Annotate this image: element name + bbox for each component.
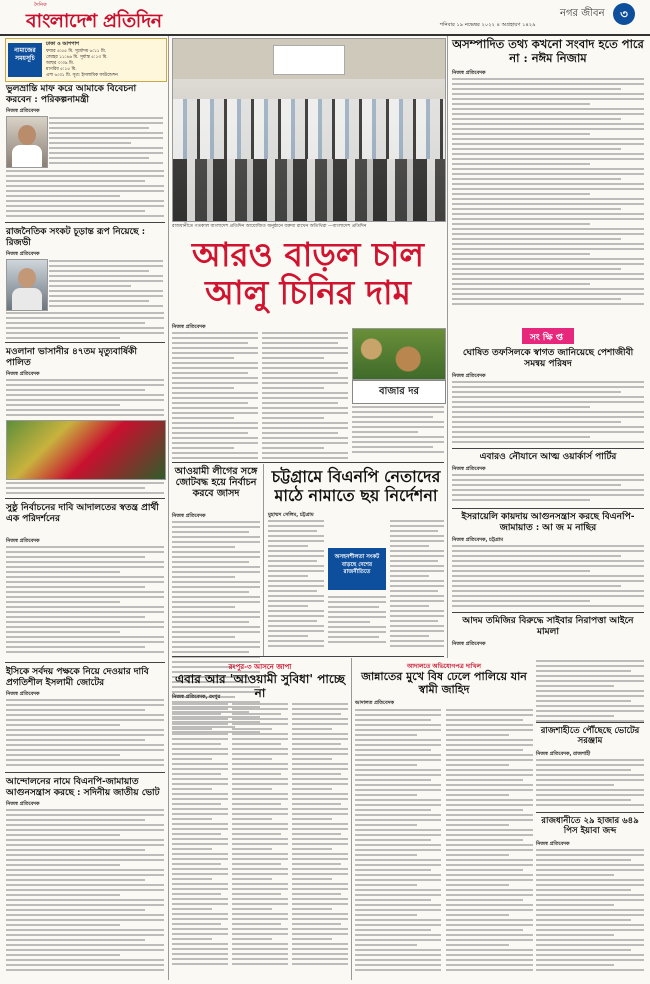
byline: মুহাম্মদ সেলিম, চট্টগ্রাম <box>268 512 314 518</box>
byline: নিজস্ব প্রতিবেদক <box>452 641 486 647</box>
rally-photo <box>6 420 166 480</box>
brief-headline: এবারও নৌযানে আত্ম ওয়ার্কার্স পার্টির <box>479 452 617 462</box>
headline-rangpur: এবার আর 'আওয়ামী সুবিধা' পাচ্ছে না <box>174 672 346 701</box>
byline: নিজস্ব প্রতিবেদক <box>452 373 486 379</box>
byline: নিজস্ব প্রতিবেদক <box>536 841 570 847</box>
text-block <box>452 474 644 504</box>
text-block <box>172 703 228 968</box>
text-block <box>6 170 164 220</box>
briefs-title: সংক্ষিপ্ত <box>522 328 574 344</box>
kicker-jannat: আদালতে অভিযোগপত্র দাখিল <box>407 663 481 670</box>
logo: বাংলাদেশ প্রতিদিন <box>26 10 162 32</box>
pullquote-box <box>328 548 386 590</box>
pullquote-text: অসহনশীলতা সংকট বাড়ছে দেশের রাজনীতিতে <box>334 554 380 576</box>
text-block <box>6 379 164 419</box>
text-block <box>452 381 644 446</box>
headline-election: সুষ্ঠু নির্বাচনের দাবি আদালতের স্বতন্ত্র প্রার্থী এক পরিদর্শনের <box>6 503 159 524</box>
page-number: ৩ <box>620 7 628 21</box>
text-block <box>452 545 644 610</box>
text-block <box>536 660 644 725</box>
text-block <box>352 406 444 456</box>
headline-planning: ভুলভ্রান্তি মাফ করে আমাকে বিবেচনা করবেন : পরিকল্পনামন্ত্রী <box>6 84 137 105</box>
text-block <box>262 332 348 462</box>
text-block <box>390 520 444 650</box>
kicker-rangpur: রংপুর-৩ আসনে জাপা <box>228 663 292 671</box>
headline-nayeem: অসম্পাদিত তথ্য কখনো সংবাদ হতে পারে না : নঈম নিজাম <box>452 37 644 65</box>
byline: নিজস্ব প্রতিবেদক <box>6 801 40 807</box>
text-block <box>6 809 164 974</box>
byline: নিজস্ব প্রতিবেদক <box>172 324 206 330</box>
text-block <box>292 703 348 968</box>
prayer-time: আছর ৩:৩৯ মি. <box>46 61 75 66</box>
vegetable-photo <box>352 328 446 380</box>
headline-bnp-jamaat: আন্দোলনের নামে বিএনপি-জামায়াত আগুনসন্ত্রাস করছে : সদিনীয় জাতীয় ভোট <box>6 777 160 798</box>
brief-headline: রাজশাহীতে পৌঁছেছে ভোটের সরঞ্জাম <box>540 726 640 747</box>
brief-headline: রাজধানীতে ২৯ হাজার ৬৪৯ পিস ইয়াবা জব্দ <box>541 816 639 837</box>
byline: নিজস্ব প্রতিবেদক <box>6 251 40 257</box>
portrait-photo <box>6 116 48 168</box>
byline: নিজস্ব প্রতিবেদক <box>452 466 486 472</box>
masthead <box>0 0 650 36</box>
market-price-inset <box>352 380 446 404</box>
headline-rice: আরও বাড়ল চাল আলু চিনির দাম <box>192 235 424 313</box>
text-block <box>446 709 533 974</box>
headline-jannat: জান্নাতের মুখে বিষ ঢেলে পালিয়ে যান স্বামী জাহিদ <box>361 670 527 696</box>
headline-rizvi: রাজনৈতিক সংকট চূড়ান্ত রূপ নিয়েছে : রিজভী <box>6 227 146 248</box>
prayer-place: ঢাকা ও আশপাশ <box>46 41 79 47</box>
market-price-label: বাজার দর <box>378 386 420 397</box>
text-block <box>328 596 386 646</box>
byline: নিজস্ব প্রতিবেদক, রংপুর <box>172 694 221 700</box>
headline-islami: ইসিকে সর্বদয় পক্ষকে নিয়ে দেওয়ার দাবি প্রগতিশীল ইসলামী জোটের <box>6 667 149 688</box>
photo-caption: রাজধানীতে গতকাল বাংলাদেশ প্রতিদিন আয়োজিত অনুষ্ঠানে বক্তব্য রাখেন অতিথিরা —বাংলাদেশ প্রতিদিন <box>172 224 367 229</box>
brief-headline: ঘোষিত তফসিলকে স্বাগত জানিয়েছে পেশাজীবী সমন্বয় পরিষদ <box>462 348 634 369</box>
brief-headline: আদম তমিজির বিরুদ্ধে সাইবার নিরাপত্তা আইনে মামলা <box>462 616 634 637</box>
byline: নিজস্ব প্রতিবেদক <box>6 371 40 377</box>
prayer-label <box>8 43 42 77</box>
text-block <box>172 332 258 462</box>
prayer-time: জোহর ১১:৪৬ মি. সূর্যাস্ত ৫:১৩ মি. <box>46 55 108 60</box>
text-block <box>49 260 163 310</box>
text-block <box>452 78 644 308</box>
dateline: শনিবার ১৯ নভেম্বর ২০২২ ৪ অগ্রহায়ণ ১৪২৯ <box>440 22 536 28</box>
byline: নিজস্ব প্রতিবেদক <box>6 691 40 697</box>
prayer-label-text: নামাজের সময়সূচি <box>14 47 36 63</box>
text-block <box>6 699 164 769</box>
byline: নিজস্ব প্রতিবেদক <box>6 108 40 114</box>
text-block <box>536 759 644 809</box>
logo-top: দৈনিক <box>34 2 47 8</box>
text-block <box>6 482 164 497</box>
text-block <box>6 312 164 342</box>
byline: নিজস্ব প্রতিবেদক, চট্টগ্রাম <box>452 537 503 543</box>
text-block <box>355 709 441 974</box>
byline: নিজস্ব প্রতিবেদক <box>6 538 40 544</box>
text-block <box>536 849 644 974</box>
briefs-header <box>452 328 644 344</box>
text-block <box>6 546 164 656</box>
byline: নিজস্ব প্রতিবেদক, রাজশাহী <box>536 751 591 757</box>
byline: নিজস্ব প্রতিবেদক <box>452 70 486 76</box>
headline-awami: আওয়ামী লীগের সঙ্গে জোটবদ্ধ হয়ে নির্বাচন করবে জাসদ <box>174 466 258 500</box>
headline-bhashani: মওলানা ভাসানীর ৪৭তম মৃত্যুবার্ষিকী পালিত <box>6 347 137 368</box>
headline-chattogram: চট্টগ্রামে বিএনপি নেতাদের মাঠে নামাতে ছয় নির্দেশনা <box>271 467 441 505</box>
text-block <box>268 520 324 650</box>
event-photo <box>172 38 446 222</box>
portrait-photo <box>6 259 48 311</box>
text-block <box>49 117 163 167</box>
byline: নিজস্ব প্রতিবেদক <box>172 513 206 519</box>
prayer-time: এশা ৬:৩১ মি. সূত্র: ইসলামিক ফাউন্ডেশন <box>46 73 118 78</box>
prayer-time: মাগরিব ৫:১৫ মি. <box>46 67 77 72</box>
prayer-time: ফজর ৪:৫৫ মি. সূর্যোদয় ৬:১১ মি. <box>46 49 107 54</box>
text-block <box>232 703 288 968</box>
page-number-badge <box>613 3 635 25</box>
byline: আদালত প্রতিবেদক <box>355 700 394 706</box>
brief-headline: ইসরায়েলি কায়দায় আগুনসন্ত্রাস করছে বিএনপি-জামায়াত : আ জ ম নাছির <box>461 512 635 533</box>
section-title: নগর জীবন <box>560 8 605 19</box>
prayer-box <box>5 38 167 82</box>
